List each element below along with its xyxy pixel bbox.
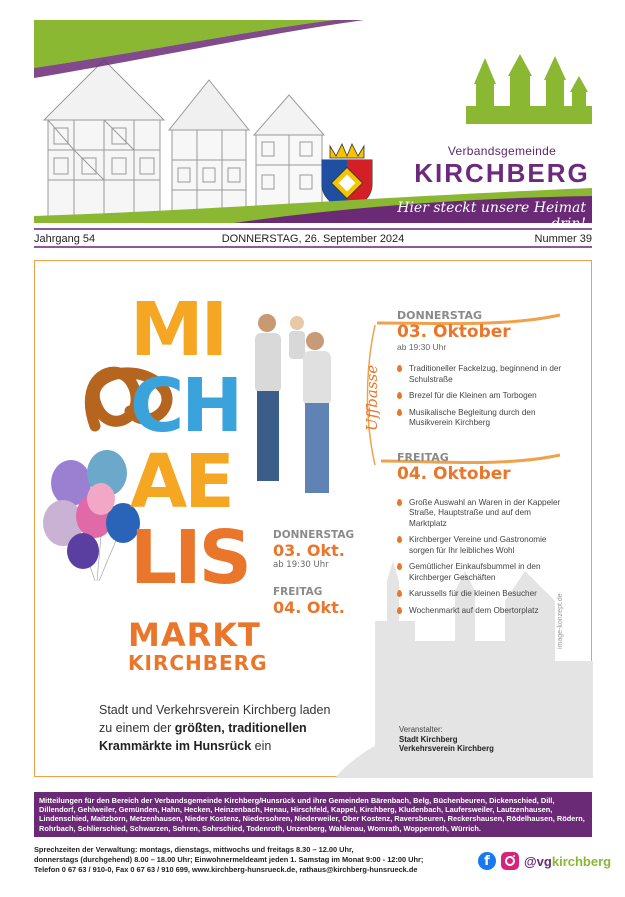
michaelismarkt-poster bbox=[34, 260, 592, 777]
bullet-icon bbox=[397, 499, 402, 506]
bullet-icon bbox=[397, 607, 402, 614]
intro-line-2b: größten, traditionellen bbox=[174, 721, 307, 735]
issue-number: Nummer 39 bbox=[534, 233, 592, 245]
couple-photo bbox=[240, 314, 345, 501]
uffbasse-label: Uffbasse bbox=[363, 364, 381, 431]
title-letter-line-1: MI bbox=[130, 287, 226, 373]
brand-line: Verbandsgemeinde bbox=[447, 144, 557, 158]
program-item: Musikalische Begleitung durch den Musikverein Kirchberg bbox=[397, 408, 567, 429]
bullet-icon bbox=[397, 409, 402, 416]
bullet-icon bbox=[397, 590, 402, 597]
organizer-line: Stadt Kirchberg bbox=[399, 734, 458, 744]
slogan: Hier steckt unsere Heimat drin! bbox=[397, 200, 586, 232]
facebook-icon[interactable]: f bbox=[478, 852, 496, 870]
town-label: KIRCHBERG bbox=[128, 651, 268, 675]
program-item: Brezel für die Kleinen am Torbogen bbox=[397, 391, 567, 402]
title-letter-line-2: CH bbox=[130, 363, 241, 449]
left-event-time: ab 19:30 Uhr bbox=[273, 560, 329, 570]
left-event-date: 03. Okt. bbox=[273, 541, 345, 560]
left-event-thursday bbox=[273, 529, 354, 570]
intro-line-2a: zu einem der bbox=[99, 721, 175, 735]
social-links bbox=[478, 852, 612, 872]
title-letter-line-4: LIS bbox=[130, 515, 249, 601]
issue-year: Jahrgang 54 bbox=[34, 233, 96, 245]
issue-date: DONNERSTAG, 26. September 2024 bbox=[221, 233, 405, 245]
program-column bbox=[397, 309, 567, 616]
day1-weekday: DONNERSTAG bbox=[397, 309, 482, 322]
bullet-icon bbox=[397, 365, 402, 372]
left-event-date: 04. Okt. bbox=[273, 598, 345, 617]
day2-date: 04. Oktober bbox=[397, 463, 511, 484]
footer-line: Sprechzeiten der Verwaltung: montags, dienstags, mittwochs und freitags 8.30 – 12.00 Uhr, bbox=[34, 845, 354, 854]
bullet-icon bbox=[397, 563, 402, 570]
left-event-weekday: FREITAG bbox=[273, 586, 323, 598]
issue-info-bar bbox=[34, 228, 592, 248]
day1-date: 03. Oktober bbox=[397, 322, 511, 342]
brand-name: KIRCHBERG bbox=[414, 158, 590, 188]
image-credit: image-konzept.de bbox=[557, 593, 564, 649]
left-event-friday bbox=[273, 586, 345, 617]
organizer-line: Verkehrsverein Kirchberg bbox=[399, 744, 494, 753]
program-item: Gemütlicher Einkaufsbummel in den Kirchberger Geschäften bbox=[397, 562, 567, 583]
organizer-block bbox=[399, 725, 494, 754]
markt-label: MARKT bbox=[128, 616, 261, 654]
day1-time: ab 19:30 Uhr bbox=[397, 342, 447, 352]
instagram-icon[interactable] bbox=[501, 852, 519, 870]
program-item: Kirchberger Vereine und Gastronomie sorgen für Ihr leibliches Wohl bbox=[397, 535, 567, 556]
office-hours bbox=[34, 845, 474, 874]
intro-text bbox=[99, 701, 389, 755]
organizer-label: Veranstalter: bbox=[399, 725, 443, 734]
program-item: Große Auswahl an Waren in der Kappeler Straße, Hauptstraße und auf dem Marktplatz bbox=[397, 498, 567, 530]
footer-line: Telefon 0 67 63 / 910-0, Fax 0 67 63 / 910 699, www.kirchberg-hunsrueck.de, rathaus@kirchberg-hunsrueck.de bbox=[34, 864, 418, 874]
masthead bbox=[34, 20, 592, 232]
program-item: Karussells für die kleinen Besucher bbox=[397, 589, 567, 600]
title-letter-line-3: AE bbox=[130, 439, 232, 525]
intro-line-3a: Krammärkte im Hunsrück bbox=[99, 739, 252, 753]
program-item: Traditioneller Fackelzug, beginnend in der Schulstraße bbox=[397, 364, 567, 385]
program-item: Wochenmarkt auf dem Obertorplatz bbox=[397, 606, 567, 617]
bullet-icon bbox=[397, 392, 402, 399]
balloons-illustration bbox=[43, 450, 140, 581]
bullet-icon bbox=[397, 536, 402, 543]
intro-line-1: Stadt und Verkehrsverein Kirchberg laden bbox=[99, 703, 331, 717]
kirchberg-skyline-logo bbox=[466, 54, 592, 124]
left-event-weekday: DONNERSTAG bbox=[273, 529, 355, 541]
footer-line: donnerstags (durchgehend) 8.00 – 18.00 Uhr; Einwohnermeldeamt jeden 1. Samstag im Monat 9:00 - 12:00 Uhr; bbox=[34, 854, 424, 864]
intro-line-3b: ein bbox=[251, 739, 272, 753]
day2-weekday: FREITAG bbox=[397, 450, 449, 464]
member-municipalities: Mitteilungen für den Bereich der Verbandsgemeinde Kirchberg/Hunsrück und ihre Gemeinden Bärenbach, Belg, Büchenbeuren, Dickenschied, Dill, Dillendorf, Gehlweiler, Gemünden, Hahn, Hecken, Heinzenbach, Henau, Hirschfeld, Kappel, Kirchberg, Kludenbach, Laufersweiler, Lautzenhausen, Lindenschied, Maitzborn, Metzenhausen, Nieder Kostenz, Niedersohren, Niederweiler, Ober Kostenz, Raversbeuren, Reckershausen, Rödelhausen, Rödern, Rohrbach, Schlierschied, Schwarzen, Sohren, Sohrschied, Todenroth, Unzenberg, Wahlenau, Womrath, Woppenroth, Würrich. bbox=[34, 792, 592, 837]
social-handle[interactable]: @vgkirchberg bbox=[524, 854, 612, 869]
